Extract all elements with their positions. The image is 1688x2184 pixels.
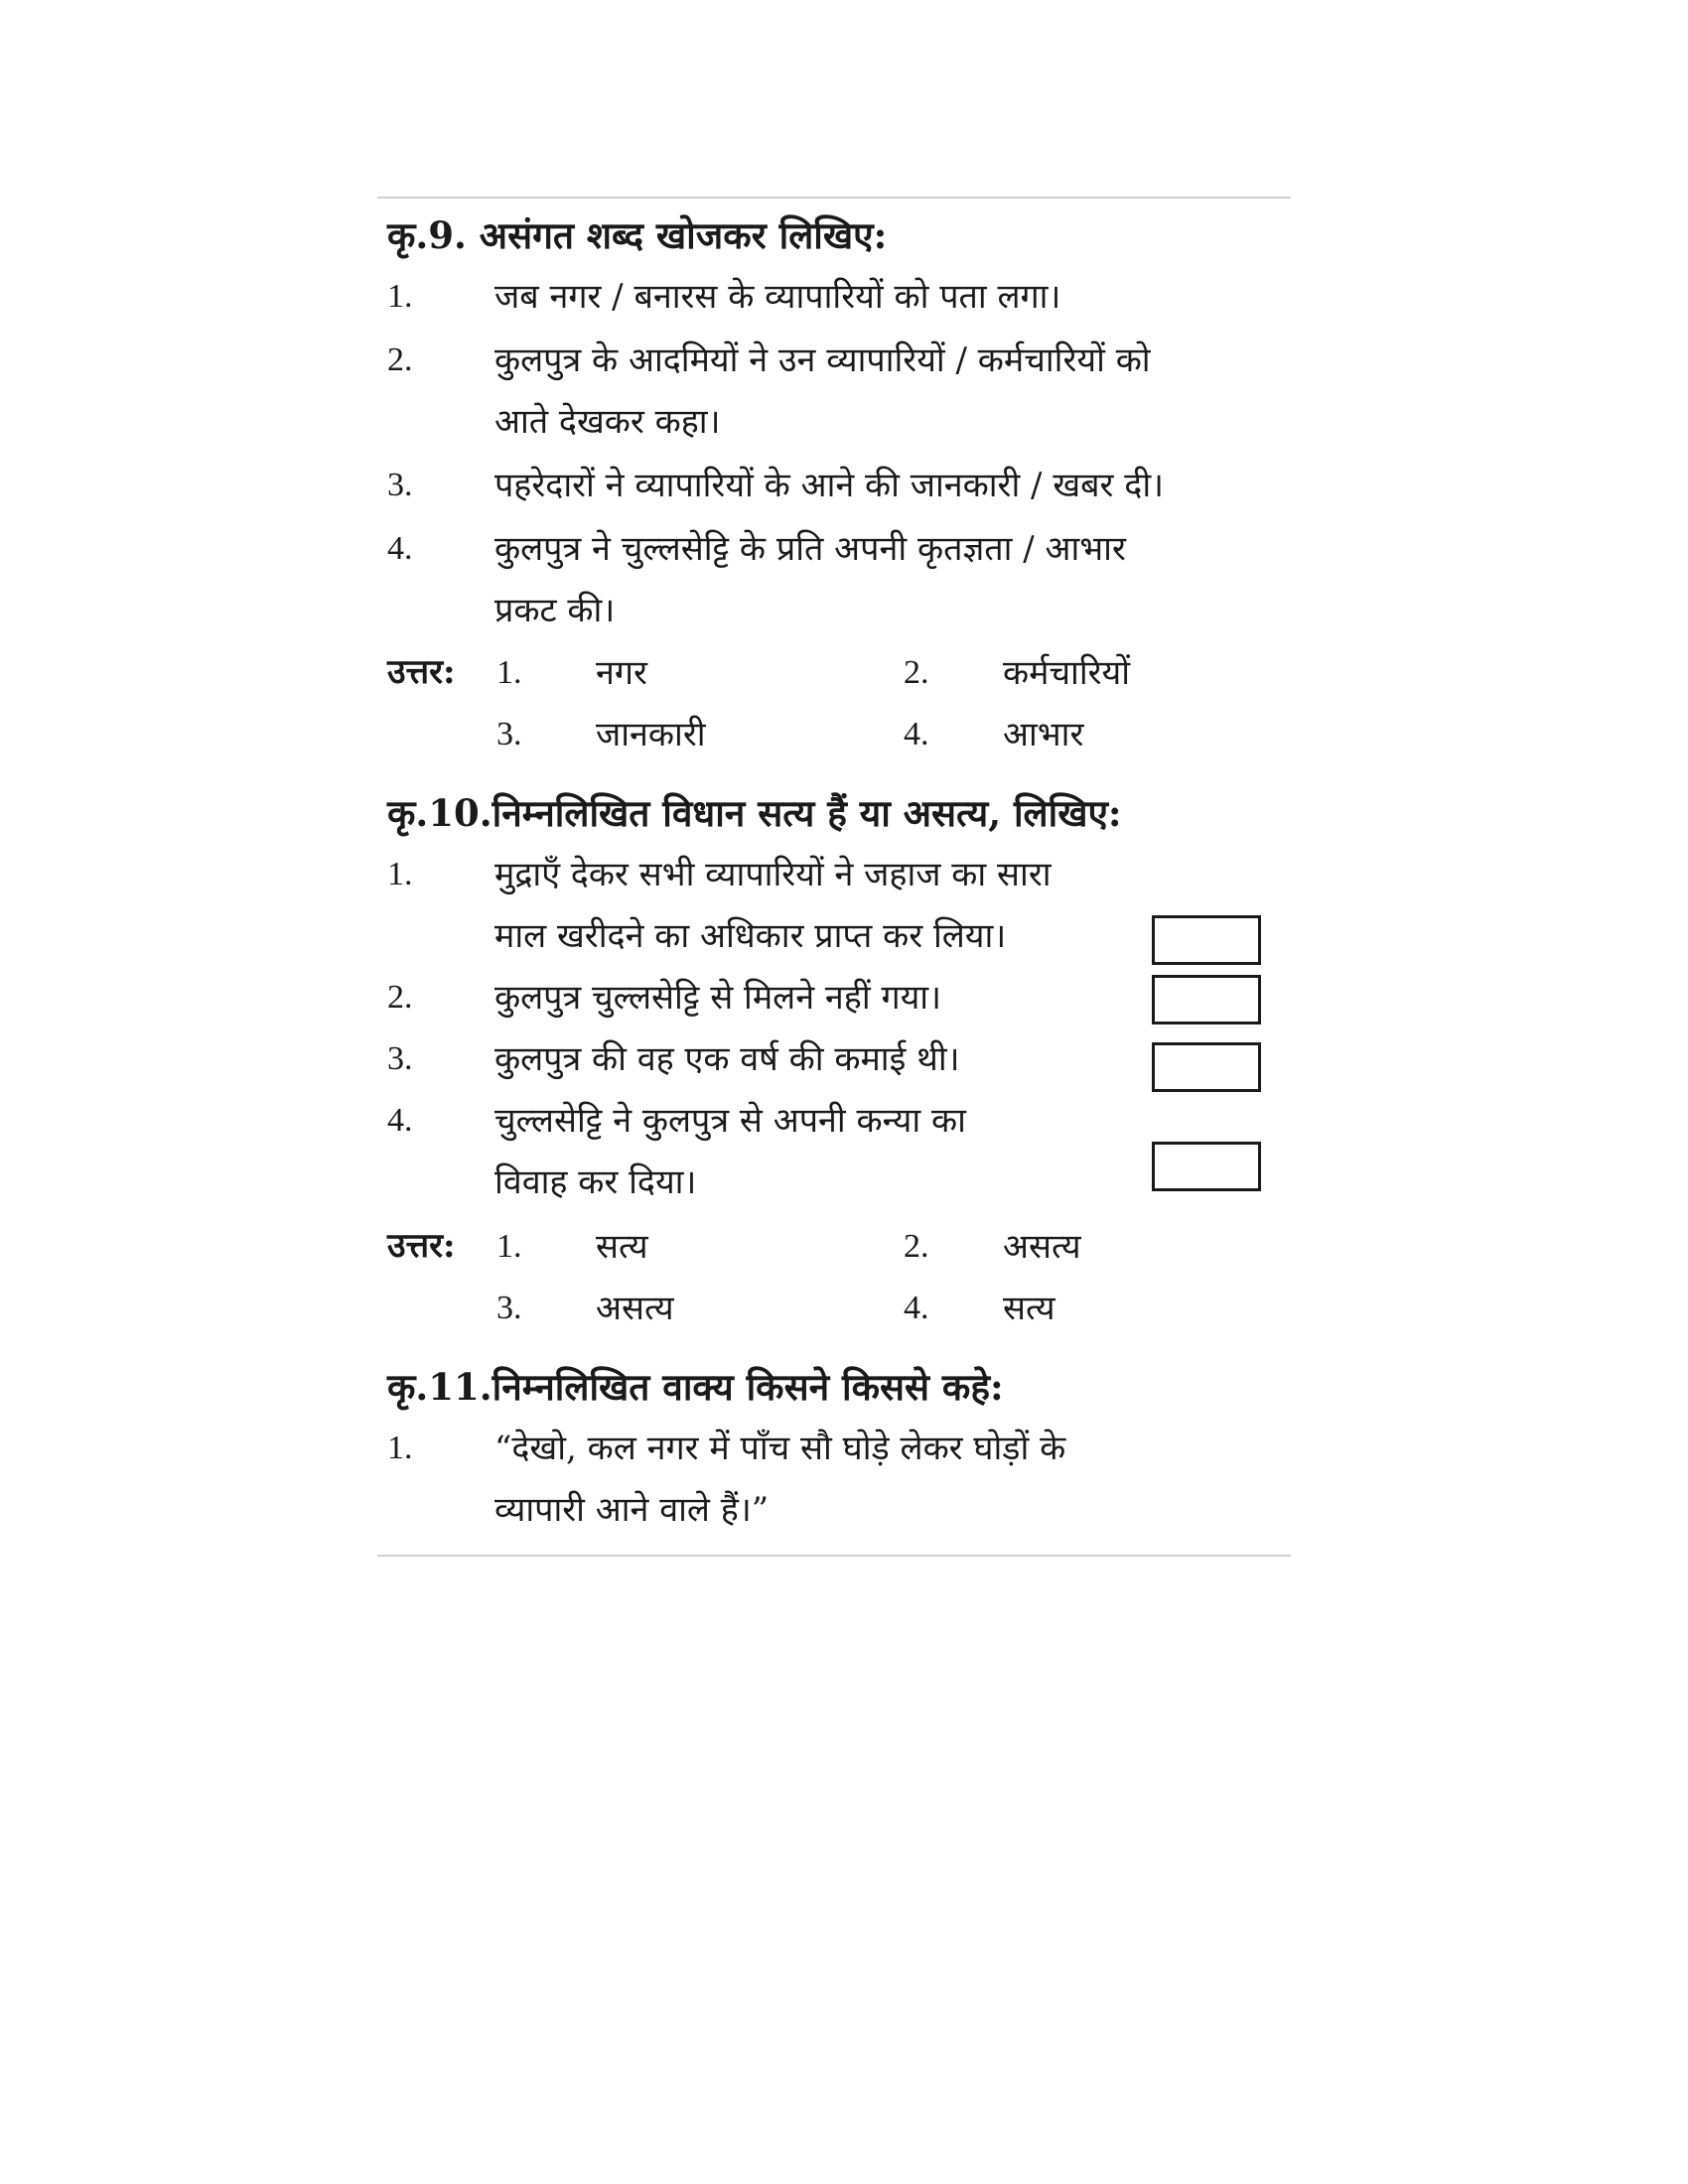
q9-item-2: 2. कुलपुत्र के आदमियों ने उन व्यापारियों / कर्मचारियों को आते देखकर कहा। [387, 341, 1151, 442]
q9-answer-3: 3. जानकारी [496, 715, 706, 754]
q10-heading: कृ.10.निम्नलिखित विधान सत्य हैं या असत्य, लिखिए: [387, 791, 1122, 835]
q10-answer-2: 2. असत्य [904, 1227, 1081, 1267]
q10-answer-4: 4. सत्य [904, 1289, 1055, 1328]
q9-item-3: 3. पहरेदारों ने व्यापारियों के आने की जानकारी / खबर दी। [387, 466, 1165, 505]
document-page [377, 197, 1291, 1557]
q9-answer-4: 4. आभार [904, 715, 1084, 754]
q9-heading: कृ.9. असंगत शब्द खोजकर लिखिए: [387, 213, 888, 257]
q10-item-3: 3. कुलपुत्र की वह एक वर्ष की कमाई थी। [387, 1028, 1261, 1090]
q10-answer-3: 3. असत्य [496, 1289, 674, 1328]
q10-answer-label: उत्तर: [387, 1226, 456, 1266]
q10-answer-1: 1. सत्य [496, 1227, 648, 1267]
bottom-rule [377, 1555, 1291, 1557]
q9-item-4: 4. कुलपुत्र ने चुल्लसेट्टि के प्रति अपनी कृतज्ञता / आभार प्रकट की। [387, 529, 1126, 630]
q10-answer-box-3[interactable] [1152, 1042, 1261, 1092]
q9-item-1: 1. जब नगर / बनारस के व्यापारियों को पता लगा। [387, 277, 1061, 317]
q9-answers [387, 643, 1261, 770]
q9-answer-1: 1. नगर [496, 653, 647, 693]
q10-answers [387, 1217, 1261, 1344]
q10-item-1: 1. मुद्राएँ देकर सभी व्यापारियों ने जहाज का सारा माल खरीदने का अधिकार प्राप्त कर लिया। [387, 844, 1261, 967]
q10-answer-box-1[interactable] [1152, 915, 1261, 965]
q11-item-1: 1. “देखो, कल नगर में पाँच सौ घोड़े लेकर घोड़ों के व्यापारी आने वाले हैं।” [387, 1429, 1066, 1530]
q10-item-4: 4. चुल्लसेट्टि ने कुलपुत्र से अपनी कन्या का विवाह कर दिया। [387, 1090, 1261, 1213]
q11-heading: कृ.11.निम्नलिखित वाक्य किसने किससे कहे: [387, 1365, 1004, 1409]
q10-item-2: 2. कुलपुत्र चुल्लसेट्टि से मिलने नहीं गया। [387, 967, 1261, 1028]
q9-answer-2: 2. कर्मचारियों [904, 653, 1131, 693]
q10-answer-box-4[interactable] [1152, 1142, 1261, 1191]
q10-answer-box-2[interactable] [1152, 975, 1261, 1024]
document-content [387, 203, 1261, 1543]
top-rule [377, 197, 1291, 199]
q9-answer-label: उत्तर: [387, 652, 456, 692]
